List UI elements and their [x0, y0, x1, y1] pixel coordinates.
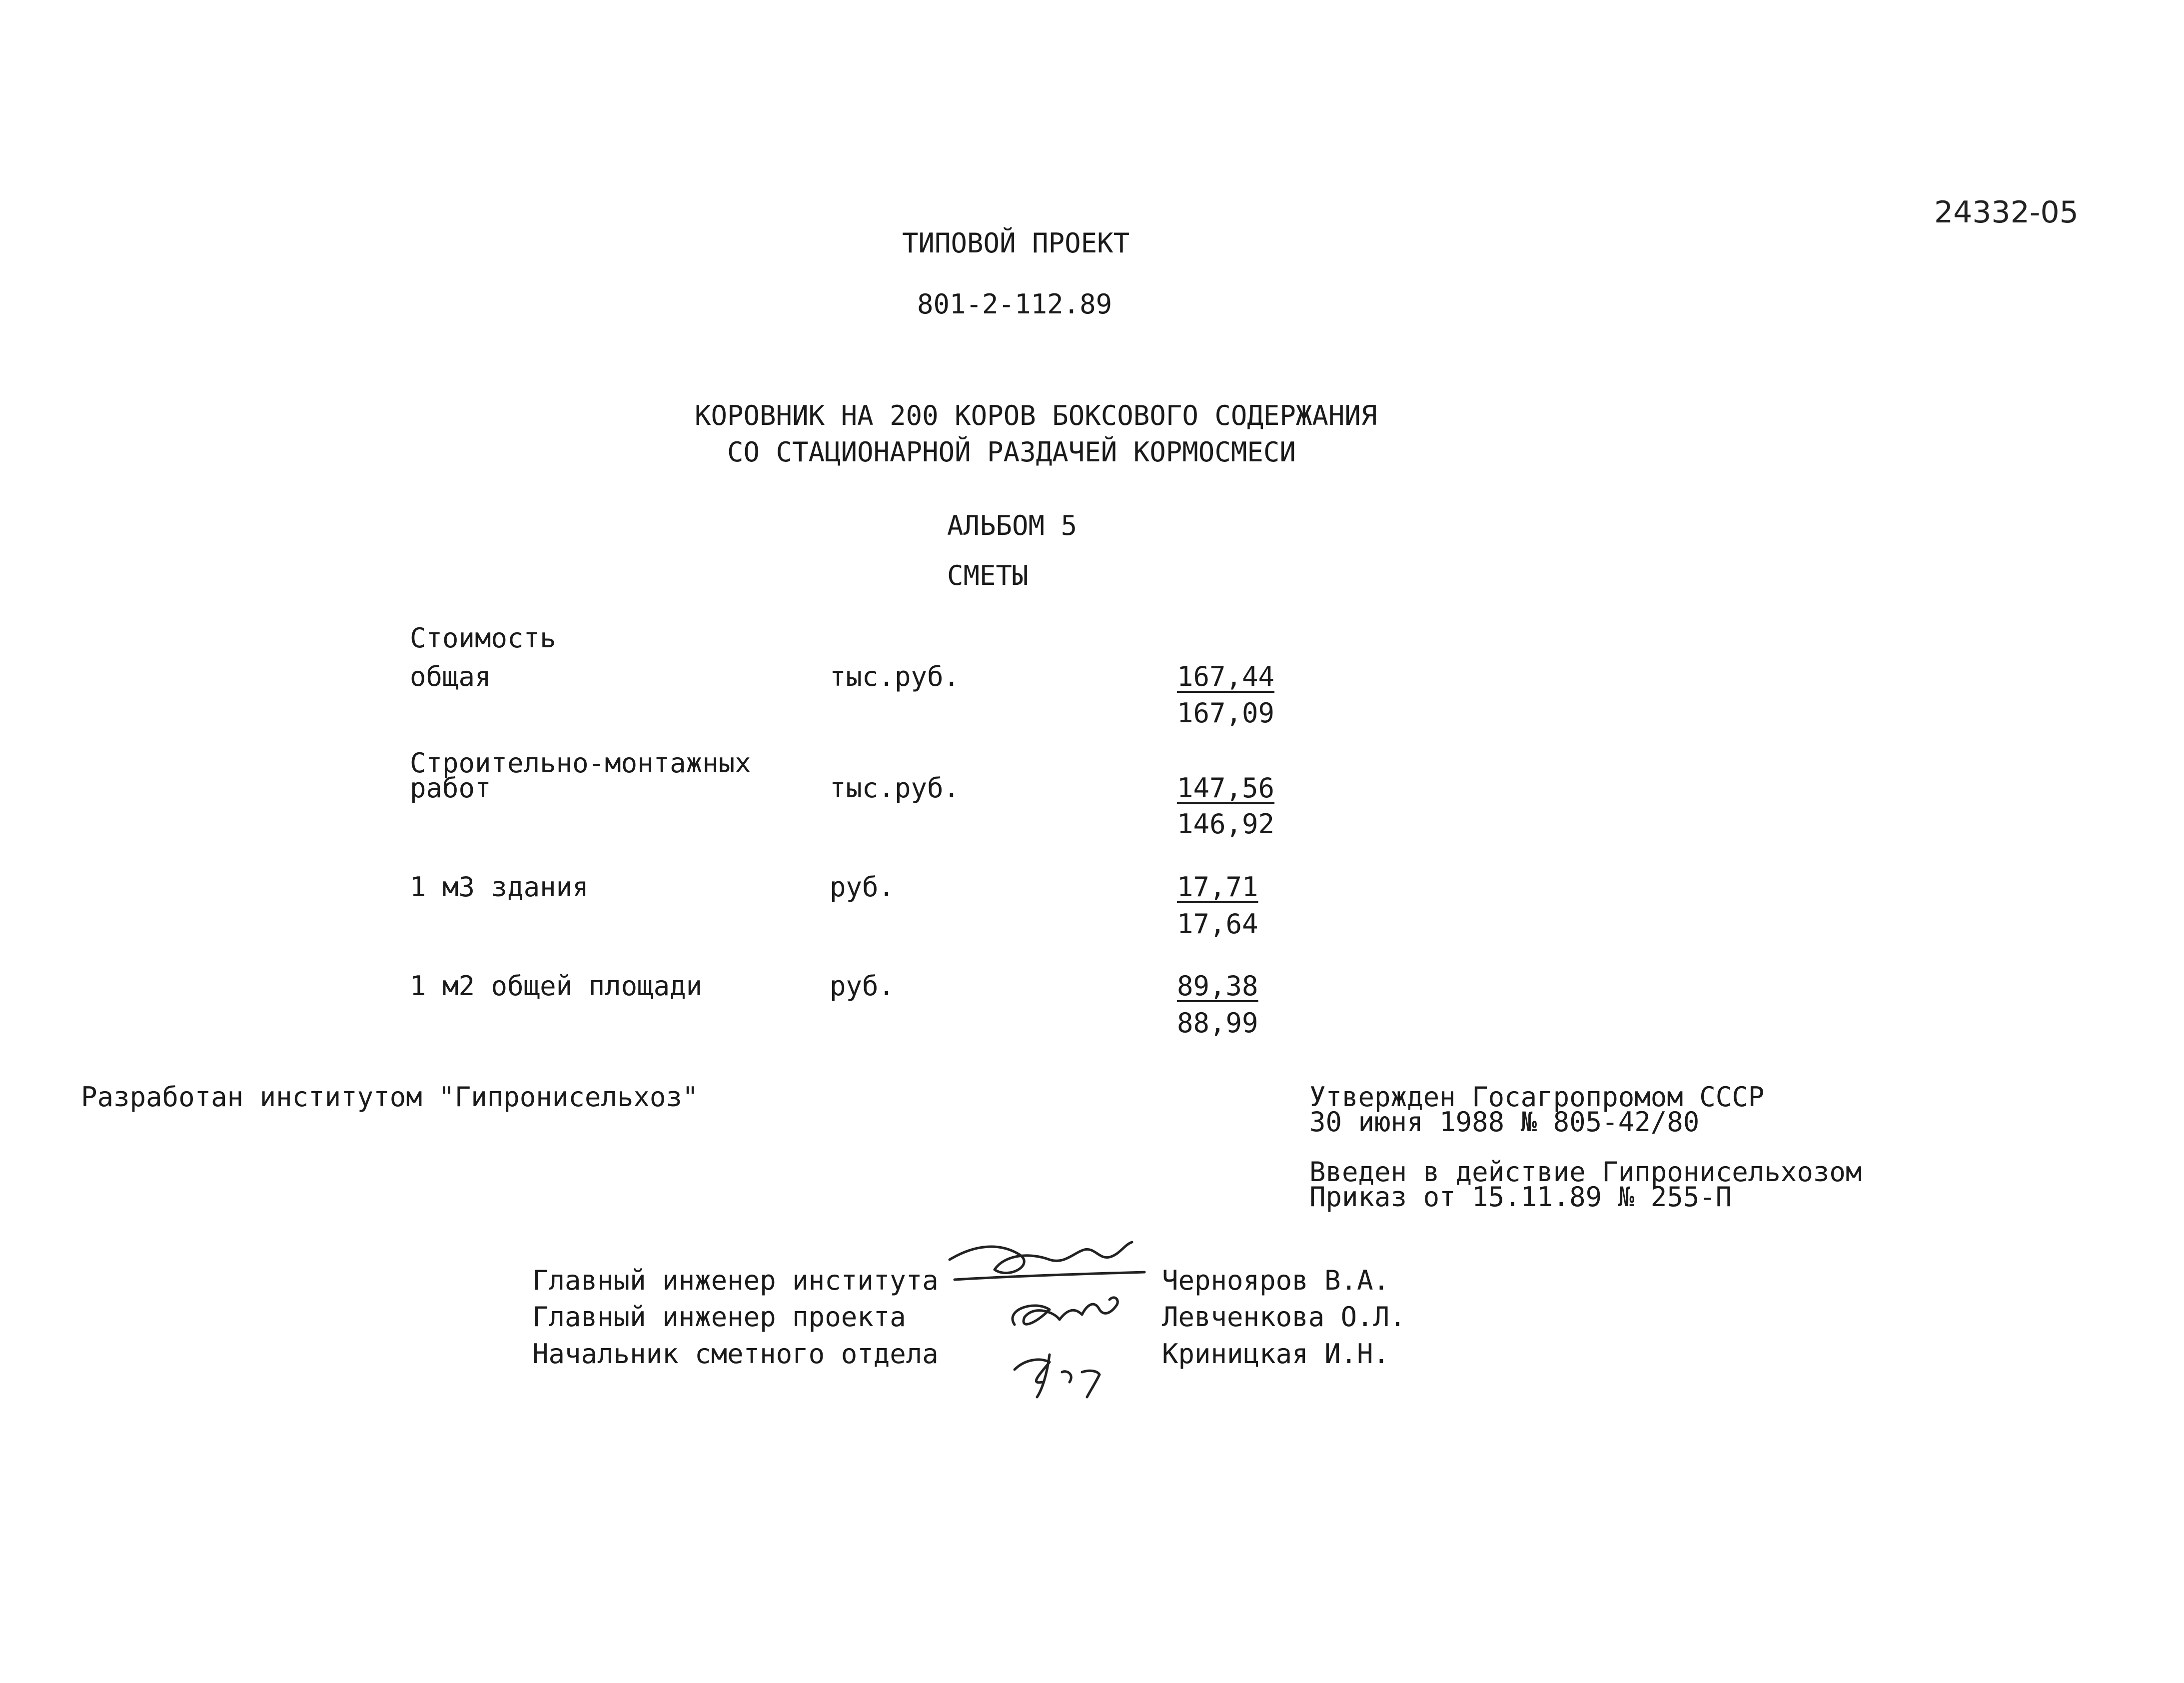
cost-row-value-top: 147,56	[1177, 772, 1275, 804]
cost-row-name: Строительно-монтажных	[410, 747, 751, 779]
developed-by: Разработан институтом "Гипронисельхоз"	[81, 1081, 699, 1113]
project-number: 801-2-112.89	[917, 288, 1112, 320]
cost-row-unit: тыс.руб.	[830, 661, 960, 692]
approval-line-3: Введен в действие Гипронисельхозом	[1309, 1156, 1862, 1188]
cost-row-unit: руб.	[830, 871, 895, 903]
signatory-position: Начальник сметного отдела	[532, 1338, 939, 1370]
cost-table-heading: Стоимость	[410, 622, 556, 654]
approval-line-4: Приказ от 15.11.89 № 255-П	[1309, 1181, 1732, 1213]
title-line-2: СО СТАЦИОНАРНОЙ РАЗДАЧЕЙ КОРМОСМЕСИ	[727, 436, 1296, 468]
cost-row-value-top: 89,38	[1177, 970, 1258, 1002]
cost-row-unit: руб.	[830, 970, 895, 1002]
cost-row-name-cont: работ	[410, 772, 491, 804]
cost-row-unit: тыс.руб.	[830, 772, 960, 804]
album-label: АЛЬБОМ 5	[947, 510, 1078, 541]
title-line-1: КОРОВНИК НА 200 КОРОВ БОКСОВОГО СОДЕРЖАНИЯ	[695, 400, 1377, 431]
signature-stroke	[1013, 1298, 1117, 1325]
cost-row-value-top: 17,71	[1177, 871, 1258, 903]
signatory-name: Левченкова О.Л.	[1162, 1301, 1406, 1333]
cost-row-value-bottom: 17,64	[1177, 908, 1258, 940]
cost-row-name: 1 м2 общей площади	[410, 970, 703, 1002]
signatory-position: Главный инженер института	[532, 1265, 939, 1296]
approval-line-2: 30 июня 1988 № 805-42/80	[1309, 1106, 1700, 1138]
signature-stroke	[950, 1242, 1144, 1280]
signatory-position: Главный инженер проекта	[532, 1301, 906, 1333]
cost-row-value-top: 167,44	[1177, 661, 1275, 692]
cost-row-name: общая	[410, 661, 491, 692]
cost-row-value-bottom: 146,92	[1177, 808, 1275, 840]
album-subtitle: СМЕТЫ	[947, 560, 1029, 591]
signatory-name: Криницкая И.Н.	[1162, 1338, 1390, 1370]
cost-row-value-bottom: 167,09	[1177, 697, 1275, 729]
document-code: 24332-05	[1934, 195, 2079, 230]
cost-row-name: 1 м3 здания	[410, 871, 589, 903]
signature-stroke	[1015, 1355, 1099, 1397]
cost-row-value-bottom: 88,99	[1177, 1007, 1258, 1039]
doc-type-heading: ТИПОВОЙ ПРОЕКТ	[902, 227, 1130, 259]
approval-line-1: Утвержден Госагропромом СССР	[1309, 1081, 1765, 1113]
signatory-name: Чернояров В.А.	[1162, 1265, 1390, 1296]
handwritten-signatures	[935, 1225, 1154, 1405]
